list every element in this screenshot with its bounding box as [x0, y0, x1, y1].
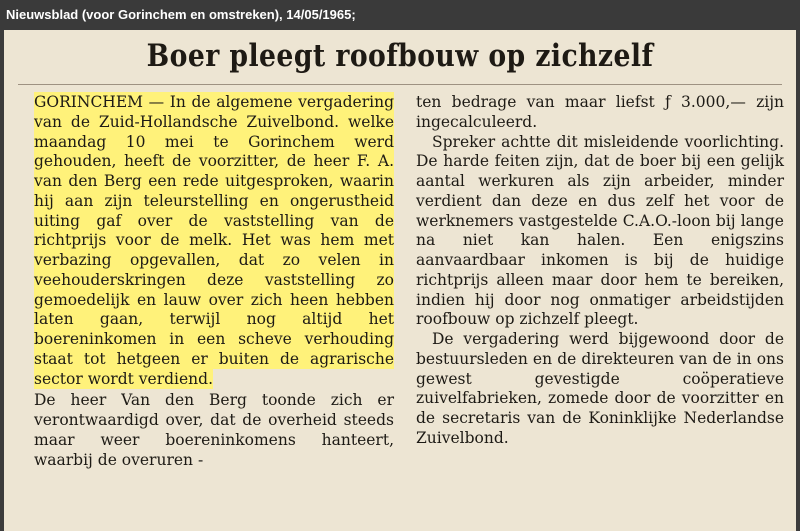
right-paragraph-1: ten bedrage van maar liefst ƒ 3.000,— zijn ingecalculeerd. — [416, 93, 784, 131]
source-caption-bar: Nieuwsblad (voor Gorinchem en omstreken), 14/05/1965; — [0, 0, 800, 30]
right-paragraph-3: De vergadering werd bijgewoond door de bestuursleden en de direkteuren van de in ons gewest gevestigde coöperatieve zuivelfabrieken, zomede door de voorzitter en de secretaris van de Koninklijke Nederlandse Zuivelbond. — [416, 330, 784, 447]
left-paragraph-2: De heer Van den Berg toonde zich er verontwaardigd over, dat de overheid steeds maar weer boereninkomens hanteert, waarbij de overuren - — [34, 391, 394, 469]
highlighted-paragraph — [34, 93, 394, 389]
article-headline: Boer pleegt roofbouw op zichzelf — [146, 38, 654, 74]
headline-divider — [18, 84, 782, 85]
right-column — [416, 93, 784, 449]
right-paragraph-2: Spreker achtte dit misleidende voorlichting. De harde feiten zijn, dat de boer bij een gelijk aantal werkuren als zijn arbeider, minder verdient dan deze en dus zelf het voor de werknemers vastgestelde C.A.O.-loon bij lange na niet kan halen. Een enigszins aanvaardbaar inkomen is bij de huidige richtprijs alleen maar door hem te bereiken, indien hij door nog onmatiger arbeidstijden roofbouw op zichzelf pleegt. — [416, 132, 784, 329]
highlight-marker: GORINCHEM — In de algemene vergadering van de Zuid-Hollandsche Zuivelbond. welke maandag 10 mei te Gorinchem werd gehouden, heeft de voorzitter, de heer F. A. van den Berg een rede uitgesproken, waarin hij aan zijn teleurstelling en ongerustheid uiting gaf over de vaststelling van de richtprijs voor de melk. Het was hem met verbazing opgevallen, dat zo velen in veehouderskringen deze vaststelling zo gemoedelijk en lauw over zich heen hebben laten gaan, terwijl nog altijd het boereninkomen in een scheve verhouding staat tot hetgeen er buiten de agrarische sector wordt verdiend. — [34, 93, 394, 388]
newspaper-clipping — [4, 30, 796, 531]
left-column — [34, 93, 394, 470]
